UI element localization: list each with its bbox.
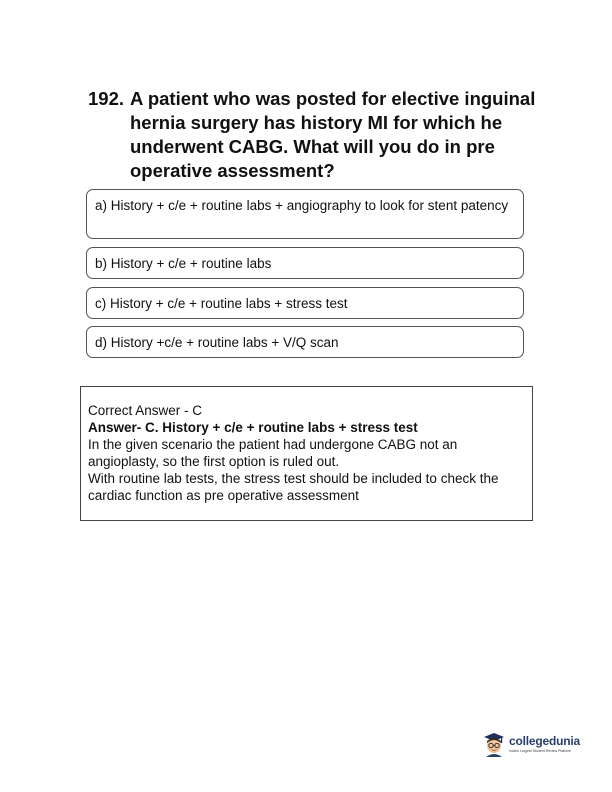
logo-tagline: India's Largest Student Review Platform [509,749,572,753]
option-a-text: a) History + c/e + routine labs + angiography to look for stent patency [95,198,509,213]
question-text: A patient who was posted for elective inguinal hernia surgery has history MI for which he underwent CABG. What will you do in pre operative assessment? [130,88,536,181]
option-b[interactable] [86,247,524,279]
option-c-text: c) History + c/e + routine labs + stress test [95,296,348,311]
option-a[interactable] [86,189,524,239]
answer-heading: Answer- C. History + c/e + routine labs + stress test [88,420,418,435]
option-d[interactable] [86,326,524,358]
collegedunia-logo [482,731,582,757]
explanation-line: With routine lab tests, the stress test should be included to check the [88,471,499,486]
answer-explanation-box [80,386,533,521]
option-d-text: d) History +c/e + routine labs + V/Q scan [95,335,339,350]
explanation-line: cardiac function as pre operative assessment [88,488,359,503]
graduate-mascot-icon [482,731,506,757]
logo-wordmark: collegedunia [509,734,580,748]
explanation-line: In the given scenario the patient had undergone CABG not an [88,437,458,452]
option-c[interactable] [86,287,524,319]
question-number: 192. [88,88,125,109]
explanation-line: angioplasty, so the first option is ruled out. [88,454,340,469]
correct-answer-label: Correct Answer - C [88,403,203,418]
question [88,87,538,183]
option-b-text: b) History + c/e + routine labs [95,256,272,271]
